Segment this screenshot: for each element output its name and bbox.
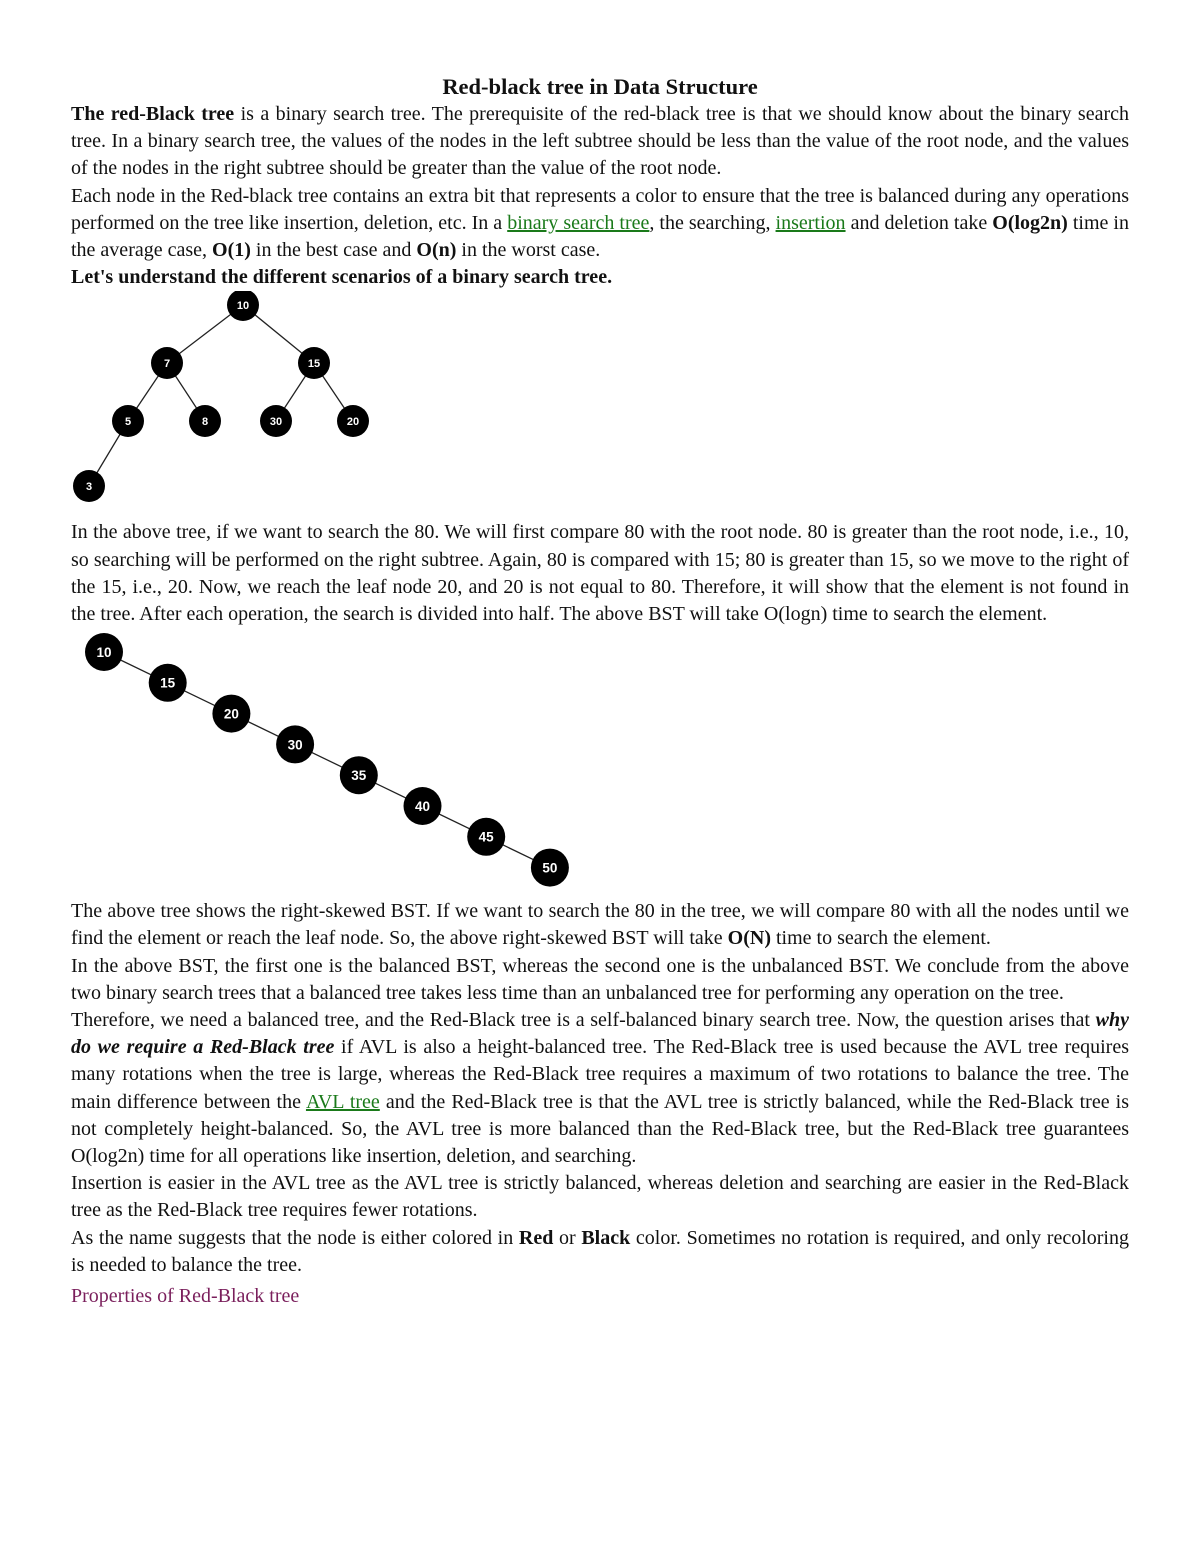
- balanced-node-label-1: 7: [163, 358, 171, 371]
- scenarios-heading: Let's understand the different scenarios of a binary search tree.: [71, 266, 613, 289]
- balanced-tree-figure: [71, 291, 1129, 519]
- text-span: , the searching,: [649, 211, 776, 234]
- intro-paragraph: [71, 101, 1129, 183]
- text-span: if AVL is also a height-balanced tree. The Red-Black tree is used because the AVL tree requires many rotations when the tree is large, whereas the Red-Black tree requires a maximum of two rotations to balance the tree. The main difference between the: [71, 1036, 1129, 1113]
- skewed-node-label-5: 40: [414, 799, 431, 815]
- intro-text: is a binary search tree. The prerequisite of the red-black tree is that we should know about the binary search tree. In a binary search tree, the values of the nodes in the left subtree should be less than the value of the root node, and the values of the nodes in the right subtree should be greater than the value of the root node.: [71, 103, 1129, 180]
- text-span: and the Red-Black tree is that the AVL tree is strictly balanced, while the Red-Black tree is not completely height-balanced. So, the AVL tree is more balanced than the Red-Black tree, but the Red-Black tree guarantees O(log2n) time for all operations like insertion, deletion, and searching.: [71, 1090, 1129, 1168]
- balanced-node-label-2: 15: [307, 358, 321, 371]
- text-span: or: [553, 1226, 582, 1249]
- balanced-node-label-0: 10: [236, 300, 250, 313]
- bold-italic-span: why do we require a Red-Black tree: [71, 1009, 1129, 1059]
- intro-lead: The red-Black tree: [71, 103, 235, 125]
- balanced-node-label-4: 8: [201, 416, 209, 429]
- comparison-paragraph: In the above BST, the first one is the balanced BST, whereas the second one is the unbalanced BST. We conclude from the above two binary search trees that a balanced tree takes less time than an unbalanced tree for performing any operation on the tree.: [71, 954, 1129, 1004]
- text-span: color. Sometimes no rotation is required, and only recoloring is needed to balance the tree.: [71, 1226, 1129, 1276]
- bold-span: O(n): [416, 239, 457, 262]
- bold-span: O(log2n): [992, 211, 1068, 234]
- skewed-node-label-4: 35: [351, 768, 367, 784]
- text-span: As the name suggests that the node is either colored in: [71, 1226, 519, 1249]
- bold-span: O(N): [727, 927, 771, 950]
- avl-paragraph: [71, 1007, 1129, 1170]
- balanced-node-label-6: 20: [346, 416, 360, 429]
- insertion-link[interactable]: insertion: [775, 211, 846, 234]
- text-span: Each node in the Red-black tree contains an extra bit that represents a color to ensure that the tree is balanced during any operations performed on the tree like insertion, deletion, etc. In a: [71, 184, 1129, 234]
- binary-search-tree-link[interactable]: binary search tree: [507, 211, 650, 234]
- skewed-node-label-0: 10: [96, 645, 112, 661]
- skewed-node-label-6: 45: [478, 829, 494, 845]
- skewed-node-label-2: 20: [223, 706, 239, 722]
- balanced-tree-diagram: [71, 291, 401, 519]
- page-title: Red-black tree in Data Structure: [442, 74, 758, 99]
- complexity-paragraph: [71, 183, 1129, 265]
- balanced-node-label-5: 30: [269, 416, 283, 429]
- balanced-node-label-7: 3: [85, 481, 93, 494]
- skewed-paragraph: [71, 898, 1129, 952]
- bold-span: Black: [581, 1226, 631, 1249]
- skewed-node-label-1: 15: [160, 675, 176, 691]
- balanced-node-label-3: 5: [124, 416, 132, 429]
- color-paragraph: [71, 1225, 1129, 1279]
- text-span: Therefore, we need a balanced tree, and the Red-Black tree is a self-balanced binary search tree. Now, the question arises that: [71, 1009, 1096, 1032]
- skewed-node-label-3: 30: [287, 737, 303, 753]
- text-span: time to search the element.: [770, 927, 991, 950]
- text-span: The above tree shows the right-skewed BST. If we want to search the 80 in the tree, we will compare 80 with all the nodes until we find the element or reach the leaf node. So, the above right-skewed BST will take: [71, 900, 1129, 950]
- insertion-paragraph: Insertion is easier in the AVL tree as the AVL tree is strictly balanced, whereas deletion and searching are easier in the Red-Black tree as the Red-Black tree requires fewer rotations.: [71, 1172, 1129, 1222]
- properties-heading: Properties of Red-Black tree: [71, 1285, 300, 1308]
- skewed-node-label-7: 50: [542, 860, 558, 876]
- avl-tree-link[interactable]: AVL tree: [305, 1090, 380, 1113]
- search-explanation-paragraph: In the above tree, if we want to search the 80. We will first compare 80 with the root node. 80 is greater than the root node, i.e., 10, so searching will be performed on the right subtree. Again, 80 is compared with 15; 80 is greater than 15, so we move to the right of the 15, i.e., 20. Now, we reach the leaf node 20, and 20 is not equal to 80. Therefore, it will show that the element is not found in the tree. After each operation, the search is divided into half. The above BST will take O(logn) time to search the element.: [71, 521, 1129, 626]
- text-span: time in the average case,: [71, 211, 1129, 262]
- document-page: [71, 72, 1129, 1310]
- bold-span: O(1): [212, 239, 251, 262]
- bold-span: Red: [518, 1226, 554, 1249]
- text-span: in the best case and: [250, 239, 417, 262]
- skewed-tree-figure: [71, 628, 1129, 898]
- text-span: and deletion take: [845, 211, 993, 234]
- skewed-tree-diagram: [71, 628, 591, 898]
- text-span: in the worst case.: [456, 239, 601, 262]
